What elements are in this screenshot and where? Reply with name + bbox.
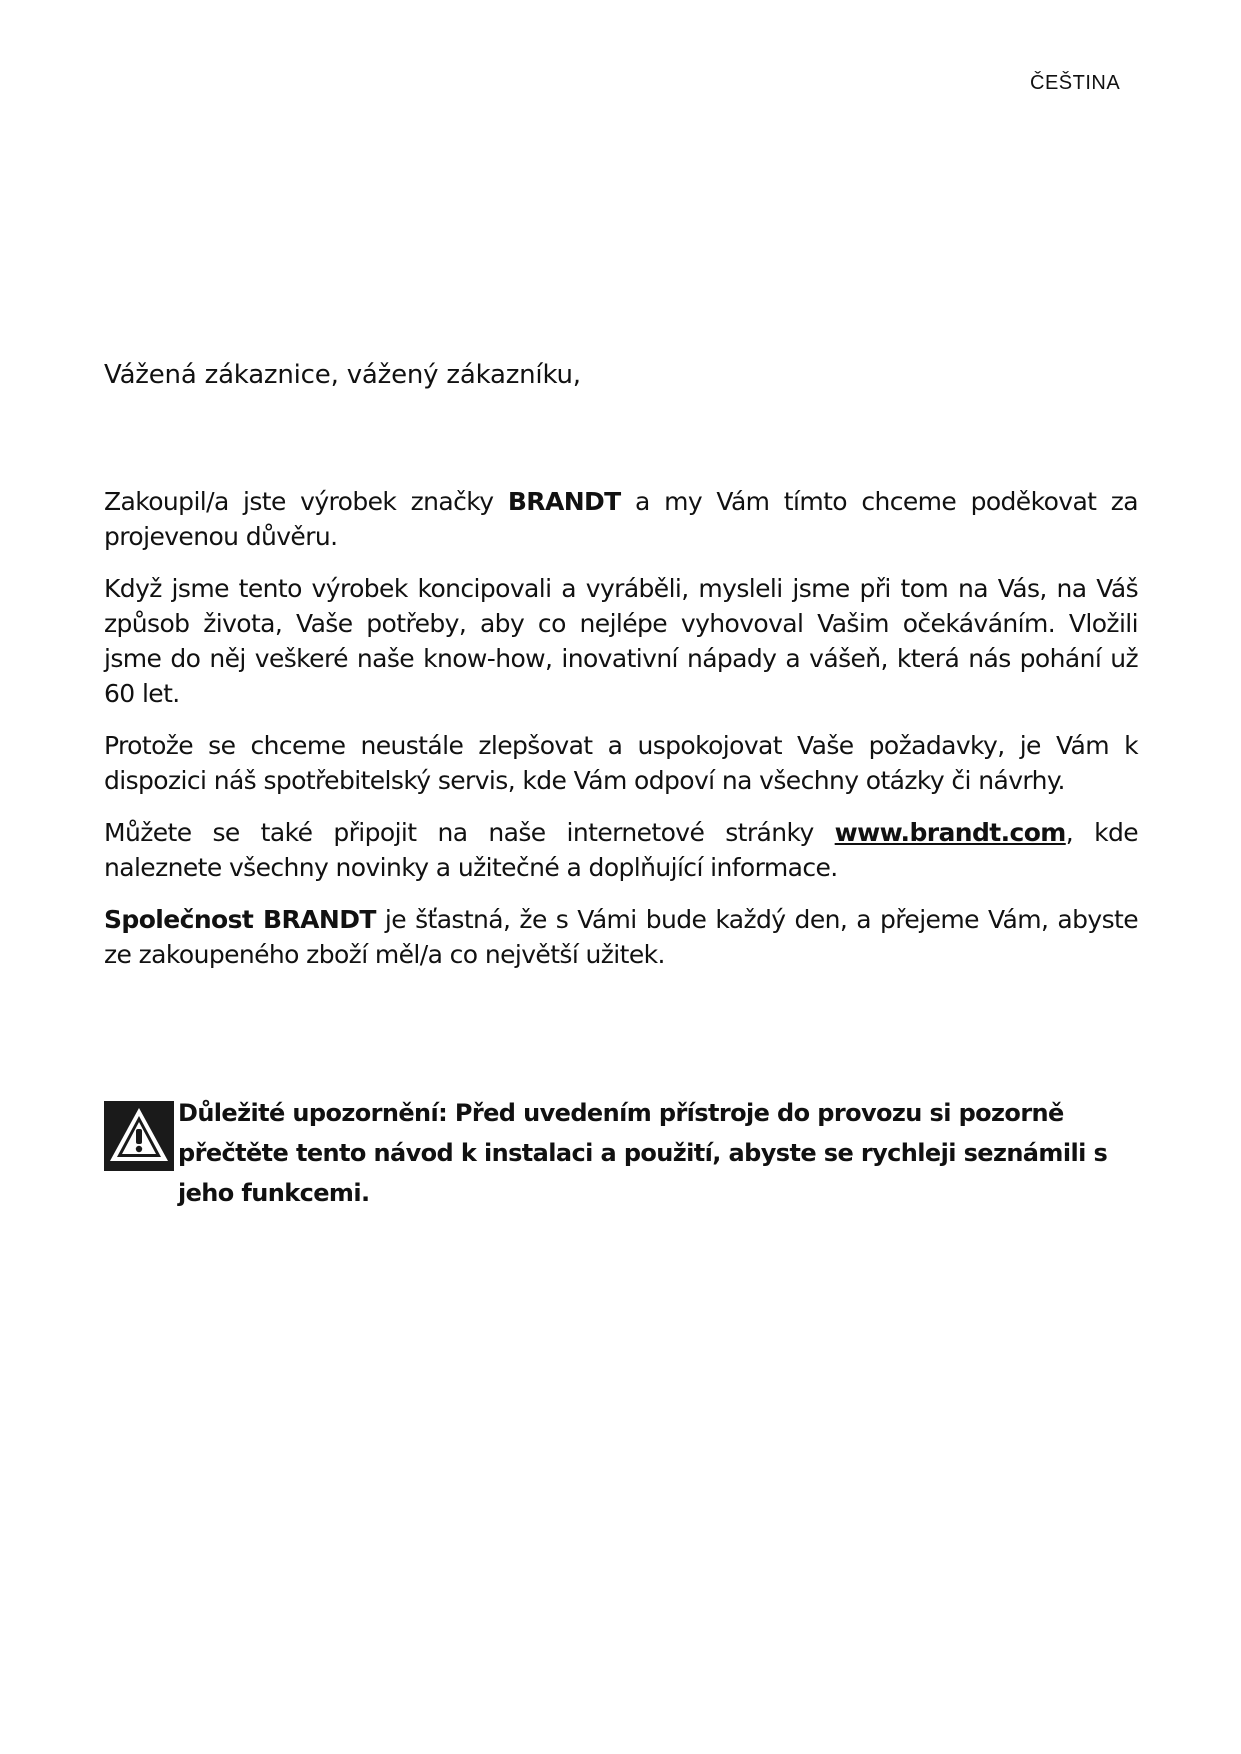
paragraph-service: Protože se chceme neustále zlepšovat a uspokojovat Vaše požadavky, je Vám k dispozici náš spotřebitelský servis, kde Vám odpoví na všechny otázky či návrhy.	[104, 731, 1138, 795]
paragraph-thanks-text: Zakoupil/a jste výrobek značky	[104, 487, 508, 516]
letter-body	[104, 484, 1138, 989]
website-link[interactable]: www.brandt.com	[834, 818, 1066, 847]
paragraph-closing-text: je šťastná, že s Vámi bude každý den, a přejeme Vám, abyste ze zakoupeného zboží měl/a co největší užitek.	[104, 905, 1138, 969]
greeting: Vážená zákaznice, vážený zákazníku,	[104, 360, 581, 390]
paragraph-thanks-text-end: a my Vám tímto chceme poděkovat za projevenou důvěru.	[104, 487, 1138, 551]
paragraph-closing	[104, 902, 1138, 972]
paragraph-design: Když jsme tento výrobek koncipovali a vyráběli, mysleli jsme při tom na Vás, na Váš způsob života, Vaše potřeby, aby co nejlépe vyhovoval Vašim očekáváním. Vložili jsme do něj veškeré naše know-how, inovativní nápady a vášeň, která nás pohání už 60 let.	[104, 574, 1138, 708]
important-notice	[104, 1093, 1144, 1213]
language-label: ČEŠTINA	[1030, 72, 1121, 94]
notice-text: Důležité upozornění: Před uvedením přístroje do provozu si pozorně přečtěte tento návod k instalaci a použití, abyste se rychleji seznámili s jeho funkcemi.	[178, 1099, 1108, 1207]
paragraph-website-text: Můžete se také připojit na naše internetové stránky	[104, 818, 835, 847]
paragraph-thanks	[104, 484, 1138, 554]
warning-icon	[104, 1101, 174, 1171]
paragraph-website	[104, 815, 1138, 885]
company-name: Společnost BRANDT	[104, 905, 376, 934]
paragraph-website-text-end: , kde naleznete všechny novinky a užitečné a doplňující informace.	[104, 818, 1139, 882]
brand-name: BRANDT	[507, 487, 621, 516]
